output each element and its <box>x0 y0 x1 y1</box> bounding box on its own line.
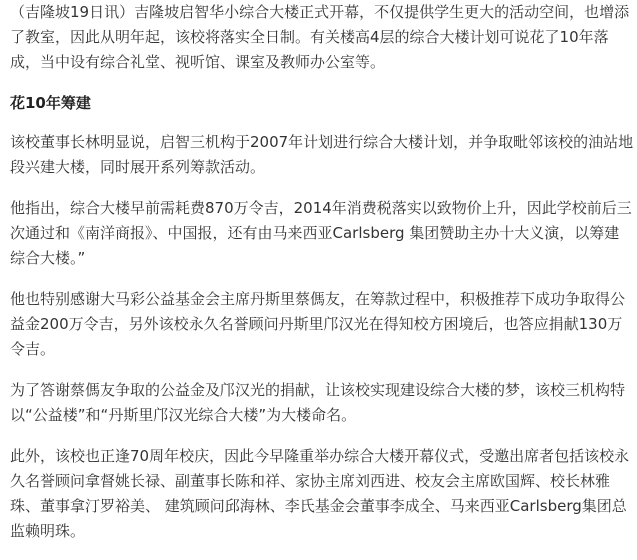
article-paragraph: 此外，该校也正逢70周年校庆，因此今早隆重举办综合大楼开幕仪式，受邀出席者包括该校永久名誉顾问拿督姚长禄、副董事长陈和祥、家协主席刘西进、校友会主席欧国辉、校长林雅珠、董事拿汀罗裕美、 建筑顾问邱海林、李氏基金会董事李成全、马来西亚Carlsberg集团总监赖明珠。 <box>10 447 630 540</box>
article-body <box>10 0 634 560</box>
section-heading: 花10年筹建 <box>10 94 91 112</box>
article-paragraph-intro: （吉隆坡19日讯）吉隆坡启智华小综合大楼正式开幕，不仅提供学生更大的活动空间，也增添了教室，因此从明年起，该校将落实全日制。有关楼高4层的综合大楼计划可说花了10年落成，当中设有综合礼堂、视听馆、课室及教师办公室等。 <box>10 3 630 71</box>
article-paragraph: 他指出，综合大楼早前需耗费870万令吉，2014年消费税落实以致物价上升，因此学校前后三次通过和《南洋商报》、中国报，还有由马来西亚Carlsberg 集团赞助主办十大义演，以筹建综合大楼。” <box>10 199 632 267</box>
article-paragraph: 他也特别感谢大马彩公益基金会主席丹斯里蔡傌友，在筹款过程中，积极推荐下成功争取得公益金200万令吉，另外该校永久名誉顾问丹斯里邝汉光在得知校方困境后，也答应捐献130万令吉。 <box>10 290 626 358</box>
article-paragraph: 为了答谢蔡傌友争取的公益金及邝汉光的捐献，让该校实现建设综合大楼的梦，该校三机构特以“公益楼”和“丹斯里邝汉光综合大楼”为大楼命名。 <box>10 381 626 424</box>
article-paragraph: 该校董事长林明显说，启智三机构于2007年计划进行综合大楼计划，并争取毗邻该校的油站地段兴建大楼，同时展开系列筹款活动。 <box>10 133 634 176</box>
